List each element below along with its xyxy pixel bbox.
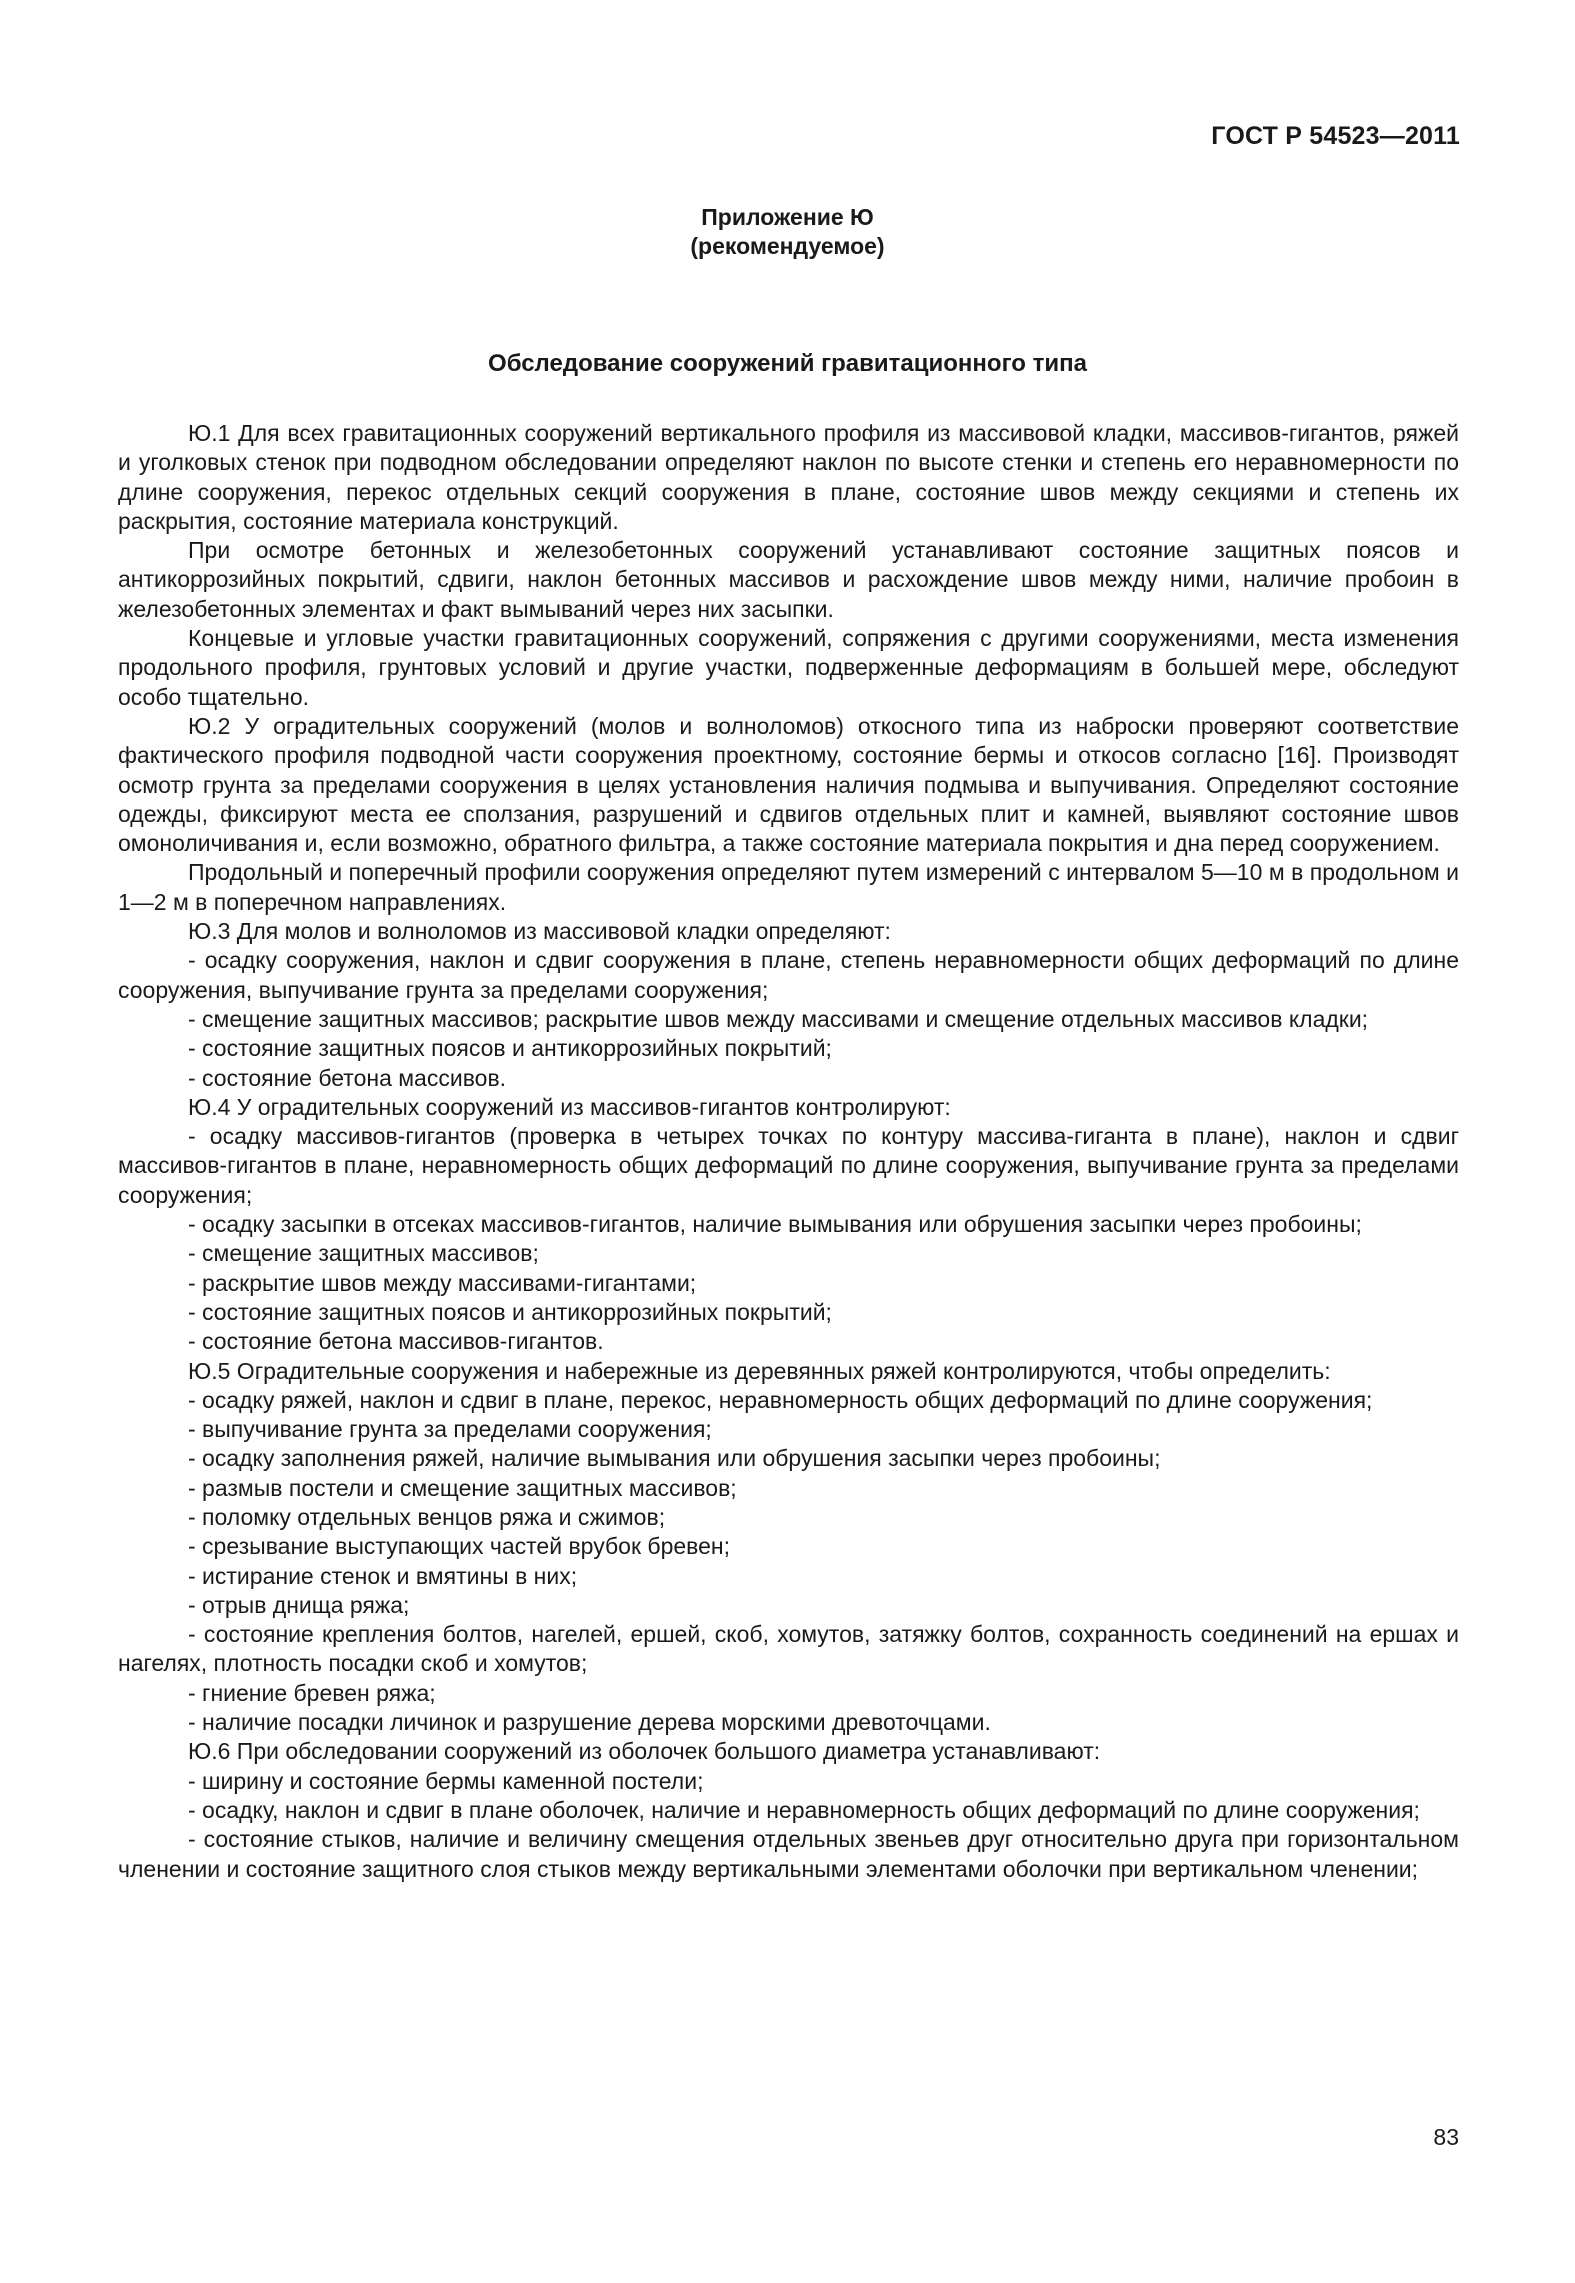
list-item: - состояние крепления болтов, нагелей, ершей, скоб, хомутов, затяжку болтов, сохранность соединений на ершах и нагелях, плотность посадки скоб и хомутов; bbox=[118, 1621, 1459, 1677]
list-item: - осадку, наклон и сдвиг в плане оболочек, наличие и неравномерность общих деформаций по длине сооружения; bbox=[188, 1796, 1420, 1823]
list-item: - отрыв днища ряжа; bbox=[188, 1591, 410, 1618]
list-item: - осадку ряжей, наклон и сдвиг в плане, перекос, неравномерность общих деформаций по длине сооружения; bbox=[188, 1386, 1373, 1413]
paragraph: Ю.6 При обследовании сооружений из оболочек большого диаметра устанавливают: bbox=[188, 1738, 1101, 1765]
appendix-heading bbox=[0, 203, 1575, 261]
appendix-title: Приложение Ю bbox=[701, 204, 874, 230]
list-item: - состояние бетона массивов. bbox=[188, 1064, 507, 1091]
paragraph: Ю.5 Оградительные сооружения и набережные из деревянных ряжей контролируются, чтобы определить: bbox=[188, 1357, 1331, 1384]
body-text bbox=[118, 419, 1459, 1884]
list-item: - размыв постели и смещение защитных массивов; bbox=[188, 1474, 737, 1501]
list-item: - состояние защитных поясов и антикоррозийных покрытий; bbox=[188, 1035, 832, 1062]
list-item: - поломку отдельных венцов ряжа и сжимов; bbox=[188, 1503, 666, 1530]
list-item: - осадку массивов-гигантов (проверка в четырех точках по контуру массива-гиганта в плане), наклон и сдвиг массивов-гигантов в плане, неравномерность общих деформаций по длине сооружения, выпучивание грунта за пределами сооружения; bbox=[118, 1123, 1459, 1208]
section-title: Обследование сооружений гравитационного типа bbox=[488, 350, 1087, 377]
list-item: - раскрытие швов между массивами-гигантами; bbox=[188, 1269, 697, 1296]
list-item: - смещение защитных массивов; bbox=[188, 1240, 539, 1267]
paragraph: Ю.3 Для молов и волноломов из массивовой кладки определяют: bbox=[188, 918, 891, 945]
paragraph: Ю.2 У оградительных сооружений (молов и волноломов) откосного типа из наброски проверяют соответствие фактического профиля подводной части сооружения проектному, состояние бермы и откосов согласно [16]. Производят осмотр грунта за пределами сооружения в целях установления наличия подмыва и выпучивания. Определяют состояние одежды, фиксируют места ее сползания, разрушений и сдвигов отдельных плит и камней, выявляют состояние швов омоноличивания и, если возможно, обратного фильтра, а также состояние материала покрытия и дна перед сооружением. bbox=[118, 712, 1459, 857]
list-item: - ширину и состояние бермы каменной постели; bbox=[188, 1767, 704, 1794]
paragraph: Продольный и поперечный профили сооружения определяют путем измерений с интервалом 5—10 м в продольном и 1—2 м в поперечном направлениях. bbox=[118, 859, 1459, 915]
paragraph: Ю.4 У оградительных сооружений из массивов-гигантов контролируют: bbox=[188, 1093, 951, 1120]
appendix-subtitle: (рекомендуемое) bbox=[690, 233, 885, 259]
paragraph: Ю.1 Для всех гравитационных сооружений вертикального профиля из массивовой кладки, массивов-гигантов, ряжей и уголковых стенок при подводном обследовании определяют наклон по высоте стенки и степень его неравномерности по длине сооружения, перекос отдельных секций сооружения в плане, состояние швов между секциями и степень их раскрытия, состояние материала конструкций. bbox=[118, 420, 1459, 534]
list-item: - осадку сооружения, наклон и сдвиг сооружения в плане, степень неравномерности общих деформаций по длине сооружения, выпучивание грунта за пределами сооружения; bbox=[118, 947, 1459, 1003]
list-item: - наличие посадки личинок и разрушение дерева морскими древоточцами. bbox=[188, 1709, 991, 1736]
list-item: - срезывание выступающих частей врубок бревен; bbox=[188, 1533, 730, 1560]
paragraph: При осмотре бетонных и железобетонных сооружений устанавливают состояние защитных поясов и антикоррозийных покрытий, сдвиги, наклон бетонных массивов и расхождение швов между ними, наличие пробоин в железобетонных элементах и факт вымываний через них засыпки. bbox=[118, 537, 1459, 622]
list-item: - выпучивание грунта за пределами сооружения; bbox=[188, 1416, 712, 1443]
list-item: - осадку заполнения ряжей, наличие вымывания или обрушения засыпки через пробоины; bbox=[188, 1445, 1161, 1472]
document-code: ГОСТ Р 54523—2011 bbox=[1211, 122, 1460, 150]
list-item: - состояние стыков, наличие и величину смещения отдельных звеньев друг относительно друга при горизонтальном членении и состояние защитного слоя стыков между вертикальными элементами оболочки при вертикальном членении; bbox=[118, 1826, 1459, 1882]
list-item: - состояние защитных поясов и антикоррозийных покрытий; bbox=[188, 1298, 832, 1325]
list-item: - истирание стенок и вмятины в них; bbox=[188, 1562, 578, 1589]
list-item: - состояние бетона массивов-гигантов. bbox=[188, 1328, 604, 1355]
paragraph: Концевые и угловые участки гравитационных сооружений, сопряжения с другими сооружениями, места изменения продольного профиля, грунтовых условий и другие участки, подверженные деформациям в большей мере, обследуют особо тщательно. bbox=[118, 625, 1459, 710]
list-item: - осадку засыпки в отсеках массивов-гигантов, наличие вымывания или обрушения засыпки через пробоины; bbox=[188, 1211, 1362, 1238]
list-item: - смещение защитных массивов; раскрытие швов между массивами и смещение отдельных массивов кладки; bbox=[188, 1005, 1369, 1032]
page-number: 83 bbox=[1433, 2124, 1459, 2150]
list-item: - гниение бревен ряжа; bbox=[188, 1679, 436, 1706]
